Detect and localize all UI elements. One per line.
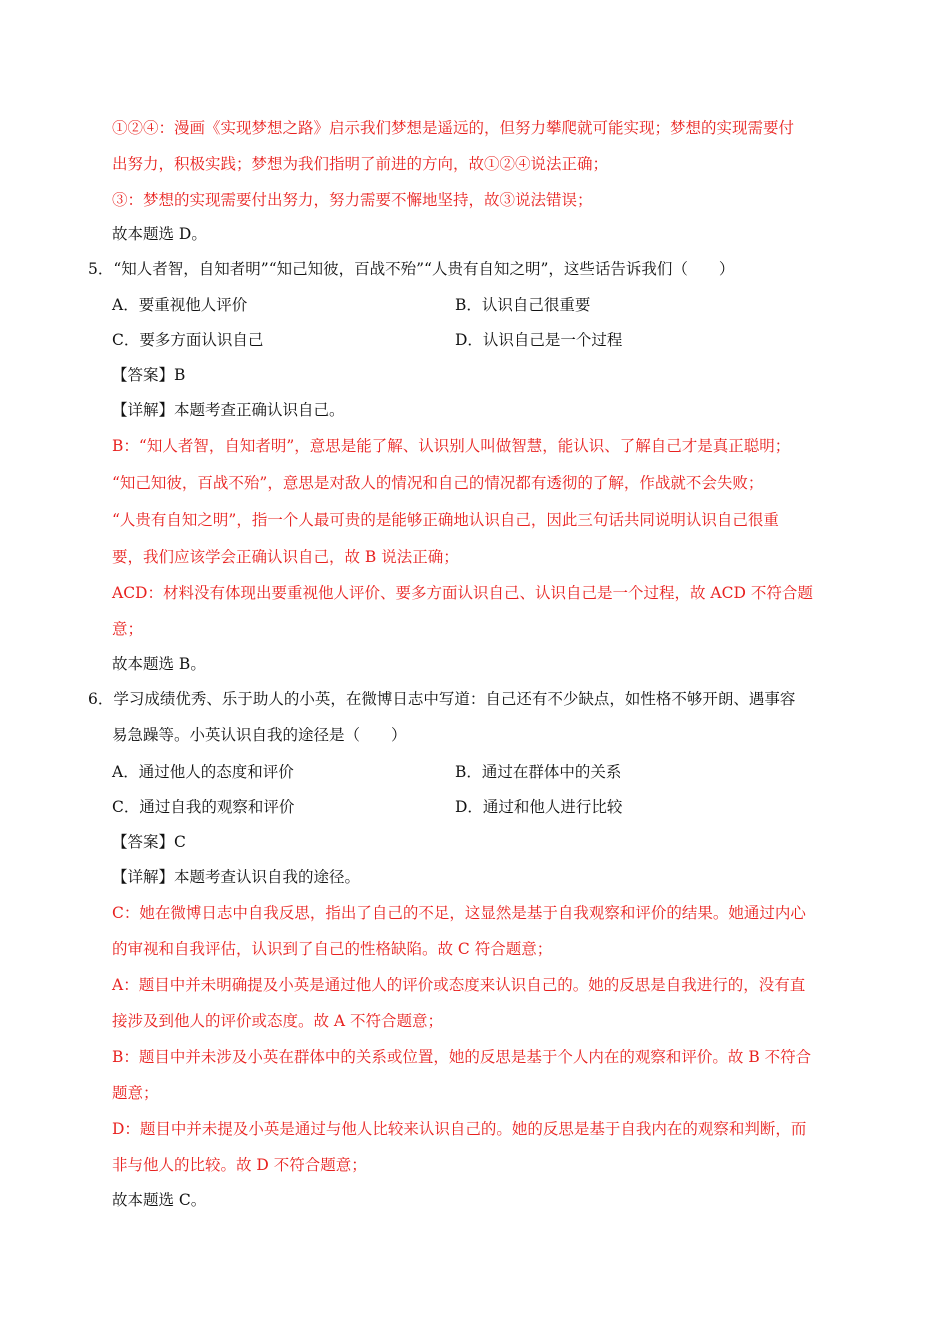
q6-explanation-line: B：题目中并未涉及小英在群体中的关系或位置，她的反思是基于个人内在的观察和评价。故 B 不符合 xyxy=(112,1048,812,1066)
q4-explanation-line: ①②④：漫画《实现梦想之路》启示我们梦想是遥远的，但努力攀爬就可能实现；梦想的实现需要付 xyxy=(112,119,795,137)
q5-stem: 5．“知人者智，自知者明”“知己知彼，百战不殆”“人贵有自知之明”，这些话告诉我们（ ） xyxy=(88,260,735,278)
q5-option-a: A．要重视他人评价 xyxy=(112,296,248,314)
q6-option-a: A．通过他人的态度和评价 xyxy=(112,763,294,781)
q5-explanation-line: 意； xyxy=(112,620,144,638)
q5-explanation-line: 要，我们应该学会正确认识自己，故 B 说法正确； xyxy=(112,548,459,566)
q5-answer: 【答案】B xyxy=(112,366,186,384)
q6-explanation-line: 的审视和自我评估，认识到了自己的性格缺陷。故 C 符合题意； xyxy=(112,940,553,958)
q5-conclusion: 故本题选 B。 xyxy=(112,655,206,673)
q6-conclusion: 故本题选 C。 xyxy=(112,1191,207,1209)
q5-explanation-line: B：“知人者智，自知者明”，意思是能了解、认识别人叫做智慧，能认识、了解自己才是真正聪明； xyxy=(112,437,791,455)
q5-explanation-line: “知己知彼，百战不殆”，意思是对敌人的情况和自己的情况都有透彻的了解，作战就不会失败； xyxy=(112,474,764,492)
q6-explanation-line: 接涉及到他人的评价或态度。故 A 不符合题意； xyxy=(112,1012,444,1030)
q6-detail-heading: 【详解】本题考查认识自我的途径。 xyxy=(112,868,361,886)
q5-option-d: D．认识自己是一个过程 xyxy=(455,331,623,349)
q5-explanation-line: ACD：材料没有体现出要重视他人评价、要多方面认识自己、认识自己是一个过程，故 ACD 不符合题 xyxy=(112,584,813,602)
q6-stem: 易急躁等。小英认识自我的途径是（ ） xyxy=(112,726,407,744)
q4-explanation-line: ③：梦想的实现需要付出努力，努力需要不懈地坚持，故③说法错误； xyxy=(112,191,593,209)
q5-detail-heading: 【详解】本题考查正确认识自己。 xyxy=(112,401,345,419)
q5-option-c: C．要多方面认识自己 xyxy=(112,331,264,349)
q6-answer: 【答案】C xyxy=(112,833,186,851)
q4-conclusion: 故本题选 D。 xyxy=(112,225,207,243)
q6-explanation-line: D：题目中并未提及小英是通过与他人比较来认识自己的。她的反思是基于自我内在的观察和判断，而 xyxy=(112,1120,807,1138)
q6-explanation-line: 题意； xyxy=(112,1084,159,1102)
q4-explanation-line: 出努力，积极实践；梦想为我们指明了前进的方向，故①②④说法正确； xyxy=(112,155,609,173)
q6-option-b: B．通过在群体中的关系 xyxy=(455,763,622,781)
q6-explanation-line: C：她在微博日志中自我反思，指出了自己的不足，这显然是基于自我观察和评价的结果。她通过内心 xyxy=(112,904,806,922)
q5-option-b: B．认识自己很重要 xyxy=(455,296,591,314)
q6-option-c: C．通过自我的观察和评价 xyxy=(112,798,295,816)
q6-explanation-line: A：题目中并未明确提及小英是通过他人的评价或态度来认识自己的。她的反思是自我进行的，没有直 xyxy=(112,976,806,994)
q5-explanation-line: “人贵有自知之明”，指一个人最可贵的是能够正确地认识自己，因此三句话共同说明认识自己很重 xyxy=(112,511,779,529)
q6-option-d: D．通过和他人进行比较 xyxy=(455,798,623,816)
q6-stem: 6．学习成绩优秀、乐于助人的小英，在微博日志中写道：自己还有不少缺点，如性格不够开朗、遇事容 xyxy=(88,690,796,708)
q6-explanation-line: 非与他人的比较。故 D 不符合题意； xyxy=(112,1156,367,1174)
